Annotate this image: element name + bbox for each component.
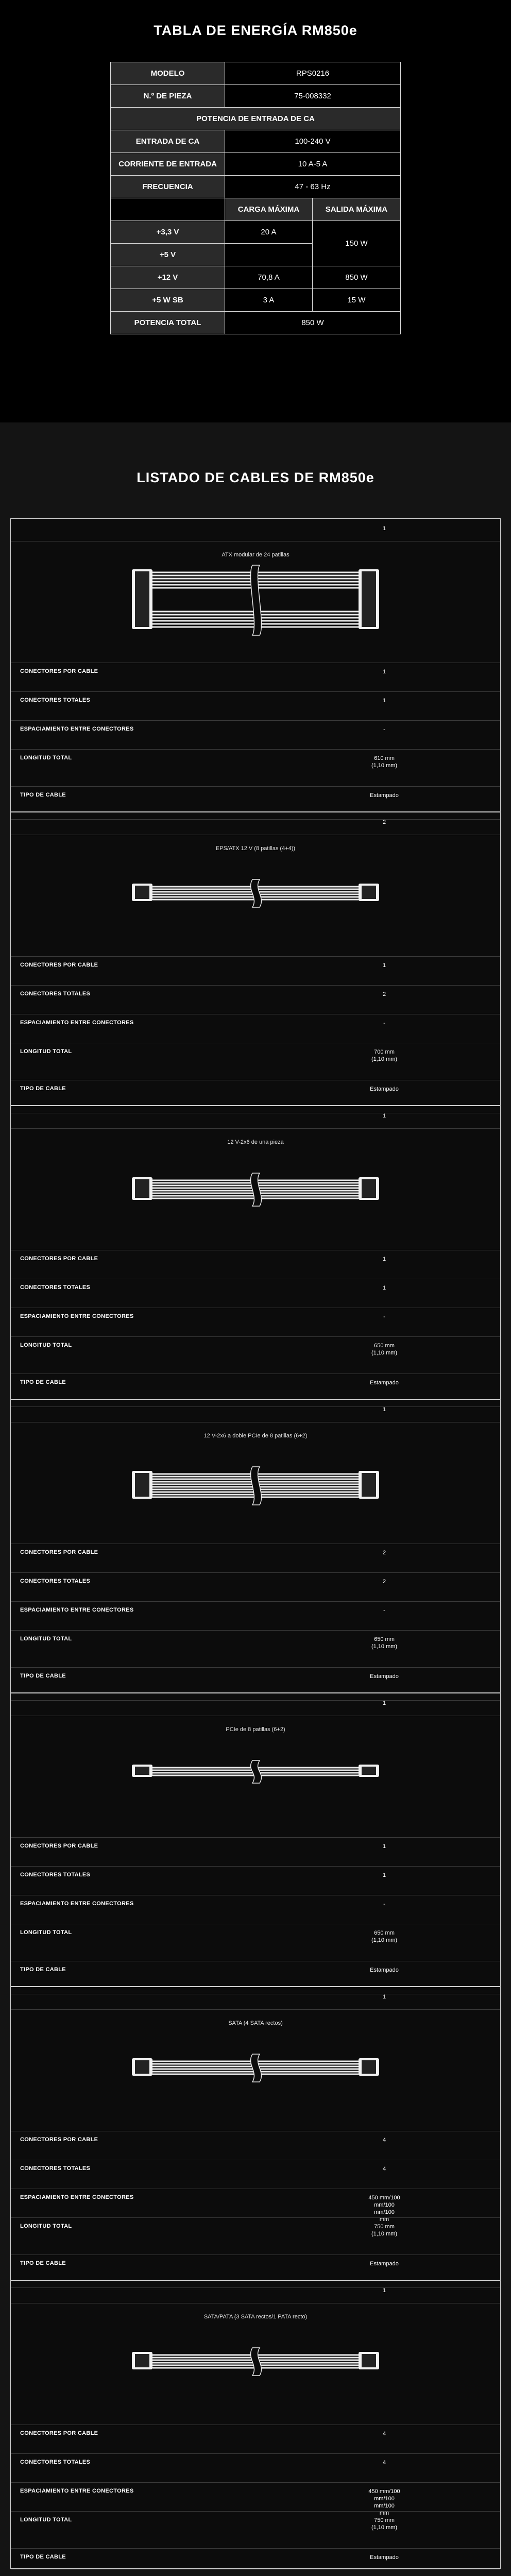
cable-row-value: -	[383, 1314, 385, 1320]
connector-pins	[135, 571, 149, 627]
cable-illustration	[111, 1737, 400, 1835]
cable-row-spacing	[11, 1602, 500, 1631]
cable-row-label: CONECTORES POR CABLE	[20, 2430, 98, 2436]
part-value: 75-008332	[225, 85, 401, 108]
part-label: N.º DE PIEZA	[111, 85, 225, 108]
cable-image-row	[11, 1716, 500, 1838]
rail-5sb-load: 3 A	[225, 289, 313, 312]
cable-row-length	[11, 1337, 500, 1374]
energy-table	[110, 62, 401, 334]
max-load-header: CARGA MÁXIMA	[225, 198, 313, 221]
cable-row-value: Estampado	[370, 1380, 399, 1386]
cable-row-per	[11, 2425, 500, 2454]
rail-12-label: +12 V	[111, 266, 225, 289]
cable-row-label: CONECTORES POR CABLE	[20, 2137, 98, 2143]
cable-row-label: TIPO DE CABLE	[20, 792, 66, 798]
connector-pins	[362, 2354, 376, 2367]
cable-row-value: 2	[382, 991, 386, 997]
cable-row-per	[11, 2131, 500, 2160]
max-out-header: SALIDA MÁXIMA	[312, 198, 400, 221]
cable-image-row	[11, 2010, 500, 2131]
cable-image-row	[11, 835, 500, 957]
cables-title: LISTADO DE CABLES DE RM850e	[137, 470, 374, 485]
cable-row-label: LONGITUD TOTAL	[20, 1342, 72, 1348]
cable-row-label: TIPO DE CABLE	[20, 1673, 66, 1679]
cable-row-label: CONECTORES TOTALES	[20, 2165, 91, 2172]
cable-row-label: ESPACIAMIENTO ENTRE CONECTORES	[20, 1313, 134, 1319]
rail-5sb-out: 15 W	[312, 289, 400, 312]
cable-row-label: LONGITUD TOTAL	[20, 1636, 72, 1642]
cable-break-mark	[251, 1760, 262, 1783]
cable-row-value: 450 mm/100 mm/100 mm/100 mm	[368, 2195, 400, 2223]
rail-5-label: +5 V	[111, 244, 225, 266]
cable-row-spacing	[11, 2483, 500, 2516]
cable-row-value: -	[383, 726, 385, 733]
cable-row-value: 750 mm (1,10 mm)	[371, 2224, 398, 2237]
cable-row-value: Estampado	[370, 1673, 399, 1680]
cable-block	[11, 1106, 500, 1400]
energy-section	[0, 0, 511, 422]
cable-row-value: Estampado	[370, 1967, 399, 1973]
cable-image-row	[11, 2303, 500, 2425]
cable-caption: PCIe de 8 patillas (6+2)	[226, 1726, 285, 1733]
cable-row-per	[11, 957, 500, 986]
cable-row-value: 1	[382, 1285, 386, 1291]
cable-row-per	[11, 1544, 500, 1573]
cable-block	[11, 812, 500, 1106]
cable-count-row	[11, 812, 500, 835]
cable-row-value: Estampado	[370, 2261, 399, 2267]
rail-33-5-out: 150 W	[312, 221, 400, 266]
blank-cell	[111, 198, 225, 221]
cable-row-label: ESPACIAMIENTO ENTRE CONECTORES	[20, 1901, 134, 1907]
cable-row-label: TIPO DE CABLE	[20, 1379, 66, 1385]
cable-count-row	[11, 1693, 500, 1716]
cable-illustration	[111, 2324, 400, 2422]
cable-count: 2	[382, 819, 386, 825]
cable-row-label: CONECTORES TOTALES	[20, 2459, 91, 2465]
cable-row-value: 4	[382, 2431, 386, 2437]
freq-label: FRECUENCIA	[111, 176, 225, 198]
connector-pins	[362, 2060, 376, 2074]
cable-illustration	[111, 1443, 400, 1541]
connector-pins	[135, 886, 149, 899]
cable-row-label: ESPACIAMIENTO ENTRE CONECTORES	[20, 1020, 134, 1026]
cable-row-value: -	[383, 1020, 385, 1026]
cable-count: 1	[382, 1994, 386, 2000]
connector-pins	[362, 1179, 376, 1198]
cable-row-label: CONECTORES POR CABLE	[20, 1549, 98, 1555]
cable-row-value: 700 mm (1,10 mm)	[371, 1049, 398, 1062]
rail-33-label: +3,3 V	[111, 221, 225, 244]
cable-row-value: 750 mm (1,10 mm)	[371, 2517, 398, 2531]
cable-row-label: CONECTORES TOTALES	[20, 991, 91, 997]
cable-block	[11, 519, 500, 812]
cable-count-row	[11, 519, 500, 541]
current-value: 10 A-5 A	[225, 153, 401, 176]
cable-row-label: ESPACIAMIENTO ENTRE CONECTORES	[20, 1607, 134, 1613]
total-label: POTENCIA TOTAL	[111, 312, 225, 334]
ac-label: ENTRADA DE CA	[111, 130, 225, 153]
cable-count-row	[11, 1987, 500, 2010]
cable-row-value: 650 mm (1,10 mm)	[371, 1636, 398, 1650]
cable-row-per	[11, 1250, 500, 1279]
cable-row-label: CONECTORES TOTALES	[20, 1578, 91, 1584]
cable-row-spacing	[11, 1895, 500, 1924]
cable-row-value: 1	[382, 698, 386, 704]
rail-33-load: 20 A	[225, 221, 313, 244]
cable-row-total	[11, 986, 500, 1014]
cable-image-row	[11, 1422, 500, 1544]
cable-table	[10, 518, 501, 2569]
cable-row-value: 2	[382, 1579, 386, 1585]
cable-row-total	[11, 2160, 500, 2189]
cable-row-value: 1	[382, 962, 386, 969]
rail-12-load: 70,8 A	[225, 266, 313, 289]
cable-caption: 12 V-2x6 a doble PCIe de 8 patillas (6+2)	[203, 1433, 308, 1439]
cable-row-value: 2	[382, 1550, 386, 1556]
connector-pins	[135, 2060, 149, 2074]
cable-row-length	[11, 2512, 500, 2549]
cable-caption: EPS/ATX 12 V (8 patillas (4+4))	[215, 845, 296, 852]
cable-row-label: CONECTORES POR CABLE	[20, 1843, 98, 1849]
cable-row-total	[11, 2454, 500, 2483]
cable-caption: SATA (4 SATA rectos)	[228, 2020, 283, 2026]
cable-row-label: CONECTORES TOTALES	[20, 1872, 91, 1878]
cable-row-length	[11, 2218, 500, 2255]
cable-row-per	[11, 1838, 500, 1867]
cable-row-value: Estampado	[370, 2554, 399, 2561]
cable-row-value: 4	[382, 2460, 386, 2466]
cable-row-label: TIPO DE CABLE	[20, 1967, 66, 1973]
connector-pins	[362, 886, 376, 899]
cable-row-value: 610 mm (1,10 mm)	[371, 755, 398, 769]
cable-row-total	[11, 692, 500, 721]
cable-row-value: Estampado	[370, 792, 399, 799]
cable-count-row	[11, 2281, 500, 2303]
cable-block	[11, 2281, 500, 2569]
freq-value: 47 - 63 Hz	[225, 176, 401, 198]
cable-row-type	[11, 2549, 500, 2576]
cable-count: 1	[382, 1406, 386, 1413]
cable-row-length	[11, 1043, 500, 1080]
cable-break-mark	[251, 879, 262, 907]
current-label: CORRIENTE DE ENTRADA	[111, 153, 225, 176]
cable-row-label: LONGITUD TOTAL	[20, 1929, 72, 1936]
total-value: 850 W	[225, 312, 401, 334]
cable-row-value: 4	[382, 2137, 386, 2143]
connector-pins	[135, 1473, 149, 1497]
cable-count-row	[11, 1400, 500, 1422]
cable-illustration	[111, 562, 400, 660]
cable-image-row	[11, 1129, 500, 1250]
cable-row-total	[11, 1573, 500, 1602]
cable-row-value: 1	[382, 1256, 386, 1262]
cable-row-spacing	[11, 1014, 500, 1043]
cable-count: 1	[382, 1113, 386, 1119]
cable-caption: ATX modular de 24 patillas	[222, 552, 289, 558]
cable-caption: 12 V-2x6 de una pieza	[227, 1139, 284, 1145]
cable-row-label: ESPACIAMIENTO ENTRE CONECTORES	[20, 2488, 134, 2494]
cable-image-row	[11, 541, 500, 663]
cable-count: 1	[382, 1700, 386, 1706]
connector-pins	[135, 1767, 149, 1775]
cable-block	[11, 1987, 500, 2281]
cable-row-label: CONECTORES POR CABLE	[20, 668, 98, 674]
energy-title: TABLA DE ENERGÍA RM850e	[154, 23, 357, 38]
cable-row-label: CONECTORES POR CABLE	[20, 962, 98, 968]
cable-block	[11, 1693, 500, 1987]
cables-section	[0, 422, 511, 2576]
cable-row-spacing	[11, 721, 500, 750]
connector-pins	[135, 1179, 149, 1198]
cable-count-row	[11, 1106, 500, 1129]
cable-row-length	[11, 750, 500, 787]
cable-illustration	[111, 1149, 400, 1247]
cable-break-mark	[251, 1467, 262, 1505]
rail-5-load	[225, 244, 313, 266]
cable-illustration	[111, 856, 400, 954]
cable-row-label: TIPO DE CABLE	[20, 1086, 66, 1092]
cable-row-per	[11, 663, 500, 692]
cable-row-value: -	[383, 1901, 385, 1907]
cable-count: 1	[382, 2287, 386, 2294]
cable-break-mark	[251, 2348, 262, 2376]
cable-row-value: 1	[382, 1872, 386, 1878]
cable-row-value: 1	[382, 669, 386, 675]
cable-row-value: 1	[382, 1843, 386, 1850]
cable-caption: SATA/PATA (3 SATA rectos/1 PATA recto)	[203, 2314, 308, 2320]
cable-block	[11, 1400, 500, 1693]
cable-row-label: CONECTORES TOTALES	[20, 1284, 91, 1291]
cable-row-value: 650 mm (1,10 mm)	[371, 1343, 398, 1356]
cable-row-label: ESPACIAMIENTO ENTRE CONECTORES	[20, 726, 134, 732]
cable-row-label: LONGITUD TOTAL	[20, 2517, 72, 2523]
connector-pins	[362, 571, 376, 627]
cable-row-spacing	[11, 2189, 500, 2223]
rail-12-out: 850 W	[312, 266, 400, 289]
cable-row-label: CONECTORES TOTALES	[20, 697, 91, 703]
cable-row-total	[11, 1279, 500, 1308]
cable-row-label: CONECTORES POR CABLE	[20, 1256, 98, 1262]
ac-value: 100-240 V	[225, 130, 401, 153]
cable-row-label: LONGITUD TOTAL	[20, 1048, 72, 1055]
cable-break-mark	[251, 1173, 262, 1206]
cable-row-value: 450 mm/100 mm/100 mm/100 mm	[368, 2488, 400, 2516]
model-value: RPS0216	[225, 62, 401, 85]
cable-row-length	[11, 1924, 500, 1961]
cable-row-label: ESPACIAMIENTO ENTRE CONECTORES	[20, 2194, 134, 2200]
connector-pins	[135, 2354, 149, 2367]
cable-row-total	[11, 1867, 500, 1895]
cable-row-length	[11, 1631, 500, 1668]
cable-row-label: LONGITUD TOTAL	[20, 755, 72, 761]
cable-row-value: Estampado	[370, 1086, 399, 1092]
connector-pins	[362, 1767, 376, 1775]
cable-row-value: -	[383, 1607, 385, 1614]
cable-row-label: TIPO DE CABLE	[20, 2260, 66, 2266]
cable-illustration	[111, 2030, 400, 2128]
cable-row-value: 4	[382, 2166, 386, 2172]
cable-count: 1	[382, 526, 386, 532]
model-label: MODELO	[111, 62, 225, 85]
cable-row-spacing	[11, 1308, 500, 1337]
input-header: POTENCIA DE ENTRADA DE CA	[111, 108, 401, 130]
cable-row-value: 650 mm (1,10 mm)	[371, 1930, 398, 1943]
cable-row-label: TIPO DE CABLE	[20, 2554, 66, 2560]
rail-5sb-label: +5 W SB	[111, 289, 225, 312]
cable-row-label: LONGITUD TOTAL	[20, 2223, 72, 2229]
cable-break-mark	[251, 2054, 262, 2082]
connector-pins	[362, 1473, 376, 1497]
